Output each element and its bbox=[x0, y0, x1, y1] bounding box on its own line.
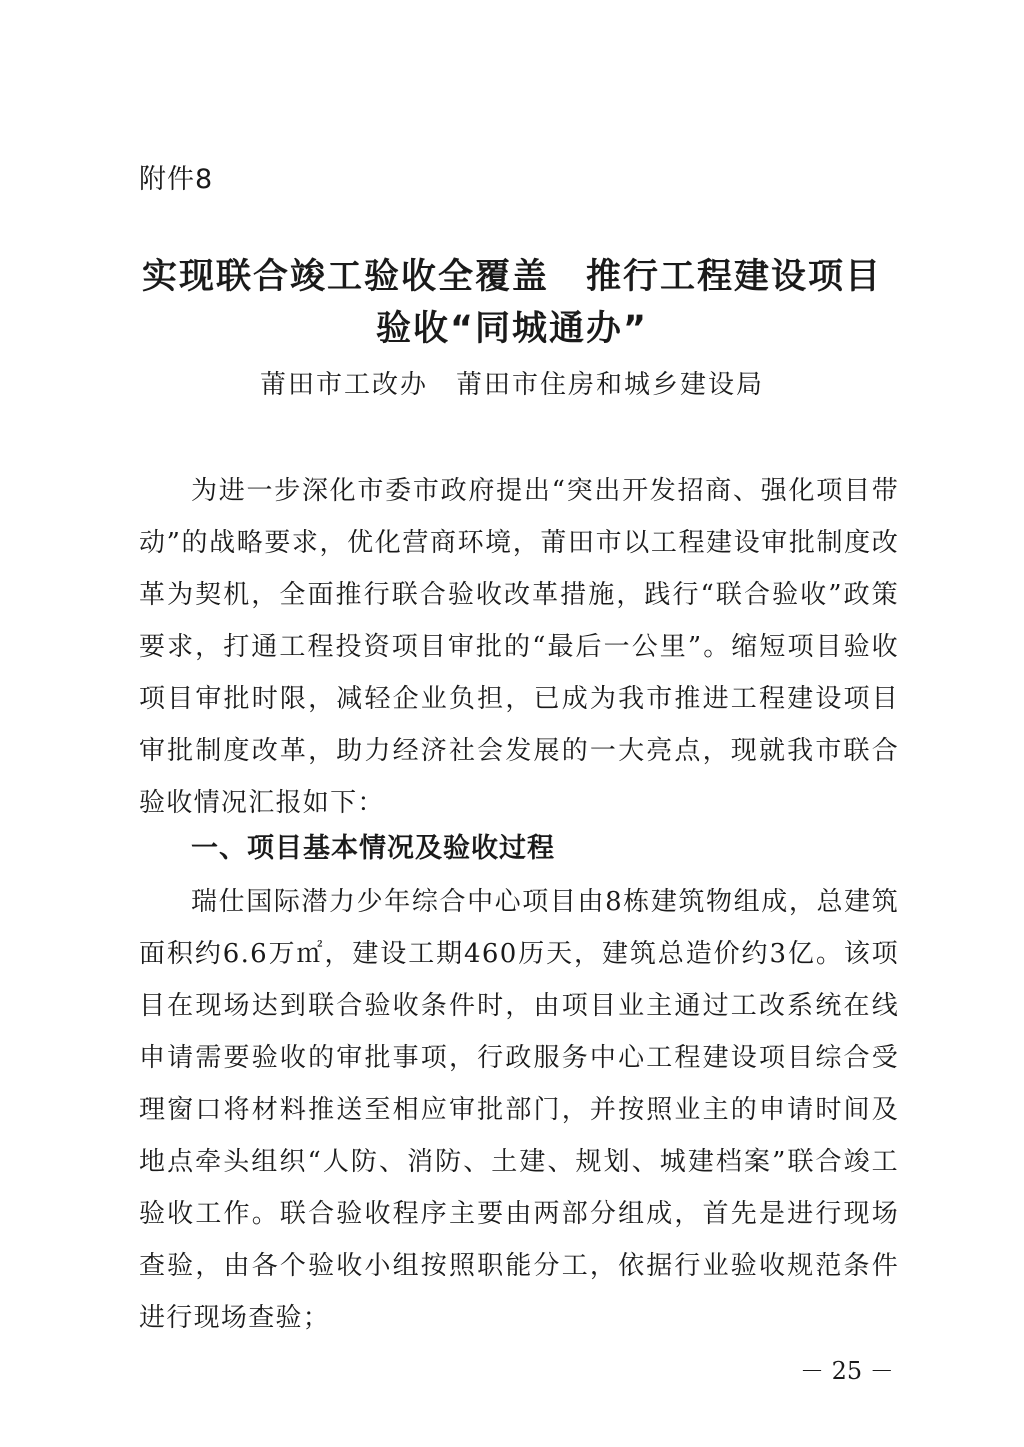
attachment-label: 附件8 bbox=[139, 164, 214, 195]
document-title-line-1: 实现联合竣工验收全覆盖 推行工程建设项目 bbox=[141, 257, 882, 297]
body-paragraph: 瑞仕国际潜力少年综合中心项目由8栋建筑物组成，总建筑面积约6.6万㎡，建设工期460历天，建筑总造价约3亿。该项目在现场达到联合验收条件时，由项目业主通过工改系统在线申请需要验收的审批事项，行政服务中心工程建设项目综合受理窗口将材料推送至相应审批部门，并按照业主的申请时间及地点牵头组织“人防、消防、土建、规划、城建档案”联合竣工验收工作。联合验收程序主要由两部分组成，首先是进行现场查验，由各个验收小组按照职能分工，依据行业验收规范条件进行现场查验； bbox=[139, 887, 899, 1333]
body-paragraph: 为进一步深化市委市政府提出“突出开发招商、强化项目带动”的战略要求，优化营商环境，莆田市以工程建设审批制度改革为契机，全面推行联合验收改革措施，践行“联合验收”政策要求，打通工程投资项目审批的“最后一公里”。缩短项目验收项目审批时限，减轻企业负担，已成为我市推进工程建设项目审批制度改革，助力经济社会发展的一大亮点，现就我市联合验收情况汇报如下： bbox=[139, 476, 899, 818]
document-title-line-2: 验收“同城通办” bbox=[375, 309, 648, 349]
document-authors: 莆田市工改办 莆田市住房和城乡建设局 bbox=[259, 370, 764, 400]
page-number: － 25 － bbox=[800, 1357, 894, 1385]
section-heading: 一、项目基本情况及验收过程 bbox=[191, 833, 555, 864]
